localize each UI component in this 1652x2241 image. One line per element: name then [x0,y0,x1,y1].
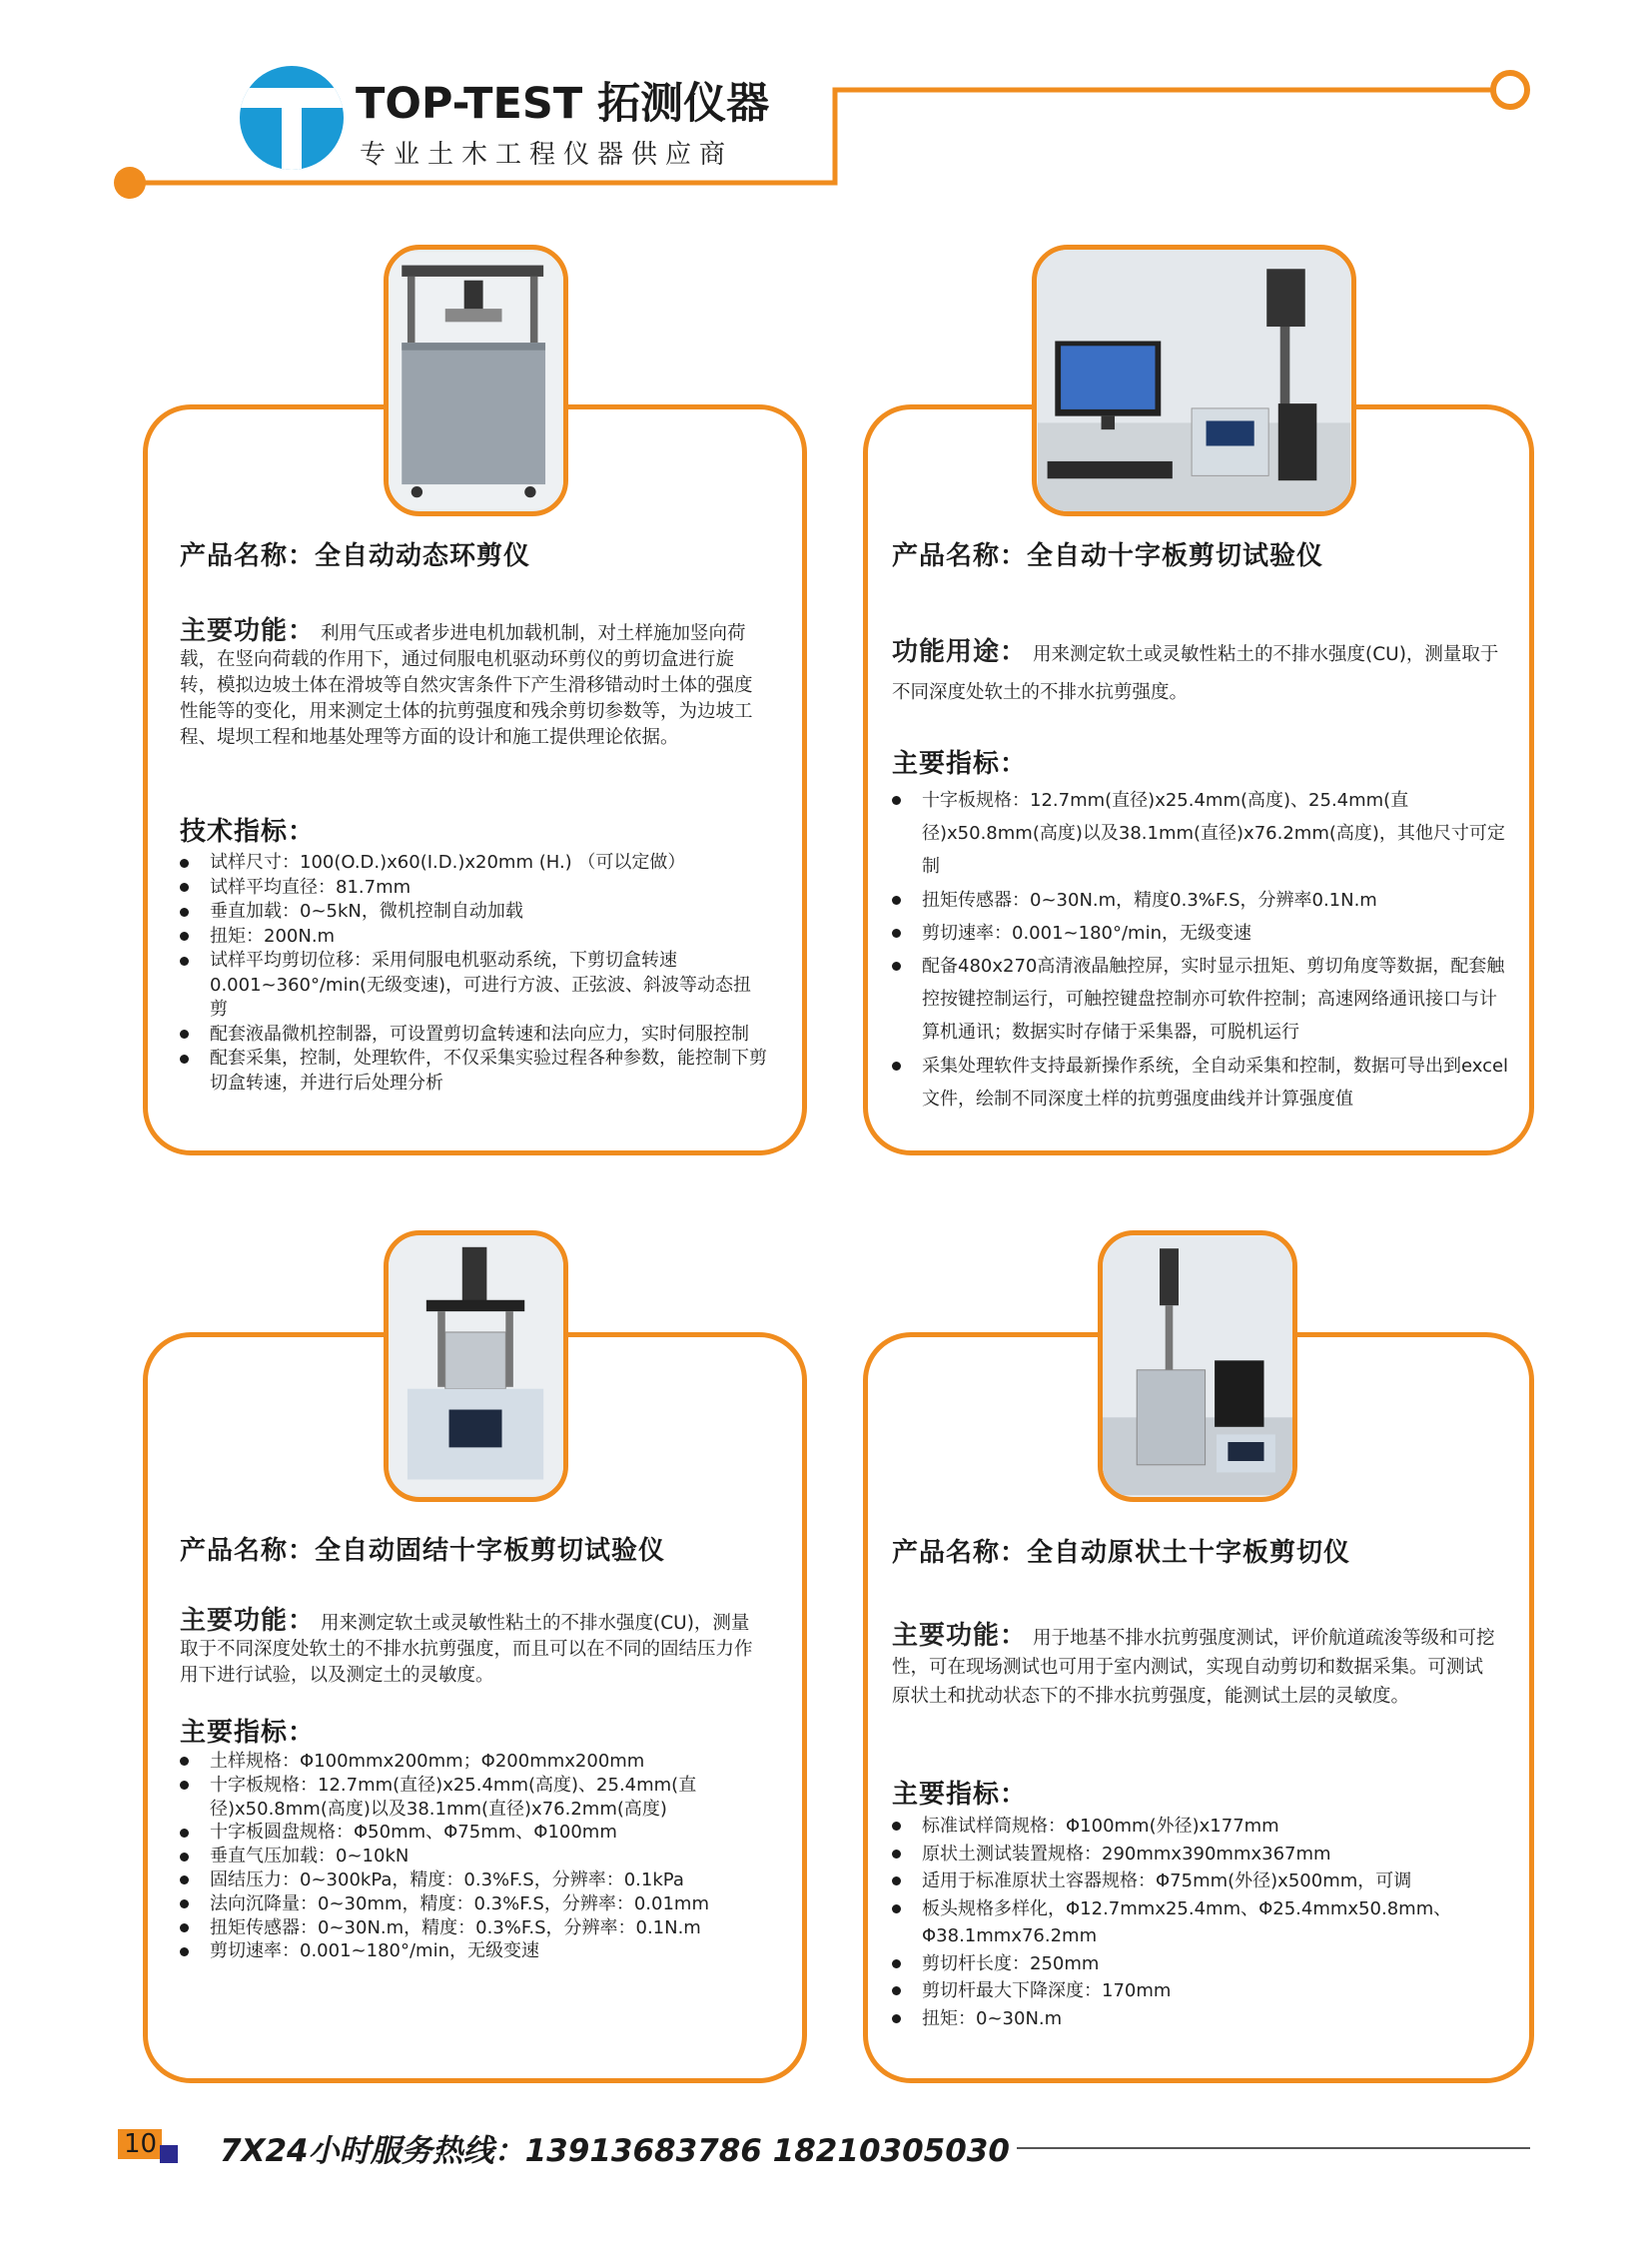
product-name-label: 产品名称： [180,1536,316,1566]
spec-item: 试样尺寸：100(O.D.)x60(I.D.)x20mm (H.) （可以定做） [180,851,767,876]
spec-list [892,784,1509,1116]
spec-item: 标准试样筒规格：Φ100mm(外径)x177mm [892,1813,1509,1841]
spec-item: 配备480x270高清液晶触控屏，实时显示扭矩、剪切角度等数据，配套触控按键控制运行，可触控键盘控制亦可软件控制；高速网络通讯接口与计算机通讯；数据实时存储于采集器，可脱机运行 [892,950,1509,1050]
spec-item: 原状土测试装置规格：290mmx390mmx367mm [892,1841,1509,1868]
function-label: 主要功能： [892,1621,1028,1651]
product-photo-undisturbed-vane-shear [1098,1230,1297,1502]
brand-name: TOP-TEST 拓测仪器 [356,79,770,129]
ring-shear-machine-icon [389,250,563,511]
spec-item: 配套采集，控制，处理软件，不仅采集实验过程各种参数，能控制下剪切盒转速，并进行后处理分析 [180,1047,767,1096]
function-text: 利用气压或者步进电机加载机制，对土样施加竖向荷载，在竖向荷载的作用下，通过伺服电机驱动环剪仪的剪切盒进行旋转，模拟边坡土体在滑坡等自然灾害条件下产生滑移错动时土体的强度性能等的变化，用来测定土体的抗剪强度和残余剪切参数等，为边坡工程、堤坝工程和地基处理等方面的设计和施工提供理论依据。 [180,623,753,748]
product-name-value: 全自动原状土十字板剪切仪 [1027,1538,1351,1568]
spec-item: 十字板圆盘规格：Φ50mm、Φ75mm、Φ100mm [180,1821,767,1845]
function-paragraph [180,1608,764,1689]
spec-item: 试样平均剪切位移：采用伺服电机驱动系统，下剪切盒转速0.001~360°/min(无级变速)，可进行方波、正弦波、斜波等动态扭剪 [180,949,767,1023]
product-photo-ring-shear [384,245,568,516]
product-name-undisturbed-vane-shear [892,1532,1350,1569]
spec-item: 试样平均直径：81.7mm [180,876,767,901]
spec-item: 垂直气压加载：0~10kN [180,1845,767,1868]
brand-tagline: 专业土木工程仪器供应商 [360,140,734,170]
function-label: 功能用途： [892,637,1028,667]
product-photo-consolidation-vane-shear [384,1230,568,1502]
spec-item: 剪切杆最大下降深度：170mm [892,1977,1509,2005]
product-name-value: 全自动固结十字板剪切试验仪 [315,1536,666,1566]
function-label: 主要功能： [180,616,316,646]
undisturbed-vane-shear-setup-icon [1103,1235,1292,1497]
function-text: 用来测定软土或灵敏性粘土的不排水强度(CU)，测量取于不同深度处软土的不排水抗剪强度。 [892,644,1499,703]
product-name-label: 产品名称： [892,1538,1028,1568]
spec-item: 扭矩：0~30N.m [892,2005,1509,2033]
product-name-ring-shear [180,535,530,572]
product-name-label: 产品名称： [180,541,316,571]
spec-list [180,851,767,1096]
spec-item: 十字板规格：12.7mm(直径)x25.4mm(高度)、25.4mm(直径)x50.8mm(高度)以及38.1mm(直径)x76.2mm(高度) [180,1774,767,1822]
spec-item: 板头规格多样化，Φ12.7mmx25.4mm、Φ25.4mmx50.8mm、Φ38.1mmx76.2mm [892,1895,1509,1950]
spec-heading: 主要指标： [180,1718,316,1748]
spec-item: 固结压力：0~300kPa，精度：0.3%F.S，分辨率：0.1kPa [180,1868,767,1892]
spec-item: 适用于标准原状土容器规格：Φ75mm(外径)x500mm，可调 [892,1868,1509,1895]
spec-heading: 主要指标： [892,1780,1028,1810]
product-name-label: 产品名称： [892,541,1028,571]
spec-item: 垂直加载：0~5kN，微机控制自动加载 [180,900,767,925]
spec-heading: 主要指标： [892,749,1028,779]
spec-item: 剪切杆长度：250mm [892,1950,1509,1978]
spec-item: 扭矩传感器：0~30N.m，精度0.3%F.S，分辨率0.1N.m [892,884,1509,917]
spec-item: 剪切速率：0.001~180°/min，无级变速 [892,917,1509,950]
function-paragraph [892,633,1501,712]
product-name-value: 全自动动态环剪仪 [315,541,531,571]
product-name-consolidation-vane-shear [180,1530,665,1567]
function-text: 用于地基不排水抗剪强度测试，评价航道疏浚等级和可挖性，可在现场测试也可用于室内测试，实现自动剪切和数据采集。可测试原状土和扰动状态下的不排水抗剪强度，能测试土层的灵敏度。 [892,1628,1495,1707]
product-name-value: 全自动十字板剪切试验仪 [1027,541,1324,571]
spec-item: 十字板规格：12.7mm(直径)x25.4mm(高度)、25.4mm(直径)x50.8mm(高度)以及38.1mm(直径)x76.2mm(高度)，其他尺寸可定制 [892,784,1509,884]
spec-item: 土样规格：Φ100mmx200mm；Φ200mmx200mm [180,1750,767,1774]
product-photo-vane-shear [1032,245,1356,516]
function-paragraph [180,618,761,751]
footer-divider [1017,2147,1530,2149]
spec-item: 剪切速率：0.001~180°/min，无级变速 [180,1939,767,1963]
page-number-accent-square [160,2145,178,2163]
spec-item: 法向沉降量：0~30mm，精度：0.3%F.S，分辨率：0.01mm [180,1892,767,1916]
vane-shear-setup-icon [1037,250,1351,511]
spec-list [892,1813,1509,2032]
spec-item: 采集处理软件支持最新操作系统，全自动采集和控制，数据可导出到excel文件，绘制不同深度土样的抗剪强度曲线并计算强度值 [892,1050,1509,1116]
product-name-vane-shear [892,535,1323,572]
spec-heading: 技术指标： [180,817,316,847]
function-label: 主要功能： [180,1606,316,1636]
spec-item: 扭矩传感器：0~30N.m，精度：0.3%F.S，分辨率：0.1N.m [180,1916,767,1940]
spec-item: 配套液晶微机控制器，可设置剪切盒转速和法向应力，实时伺服控制 [180,1023,767,1048]
service-hotline: 7X24小时服务热线：13913683786 18210305030 [220,2133,1010,2169]
spec-list [180,1750,767,1963]
brand-logo-icon [240,66,344,170]
function-text: 用来测定软土或灵敏性粘土的不排水强度(CU)，测量取于不同深度处软土的不排水抗剪强度，而且可以在不同的固结压力作用下进行试验，以及测定土的灵敏度。 [180,1613,753,1686]
function-paragraph [892,1622,1496,1711]
page-number: 10 [118,2129,162,2159]
spec-item: 扭矩：200N.m [180,925,767,950]
consolidation-vane-shear-machine-icon [389,1235,563,1497]
